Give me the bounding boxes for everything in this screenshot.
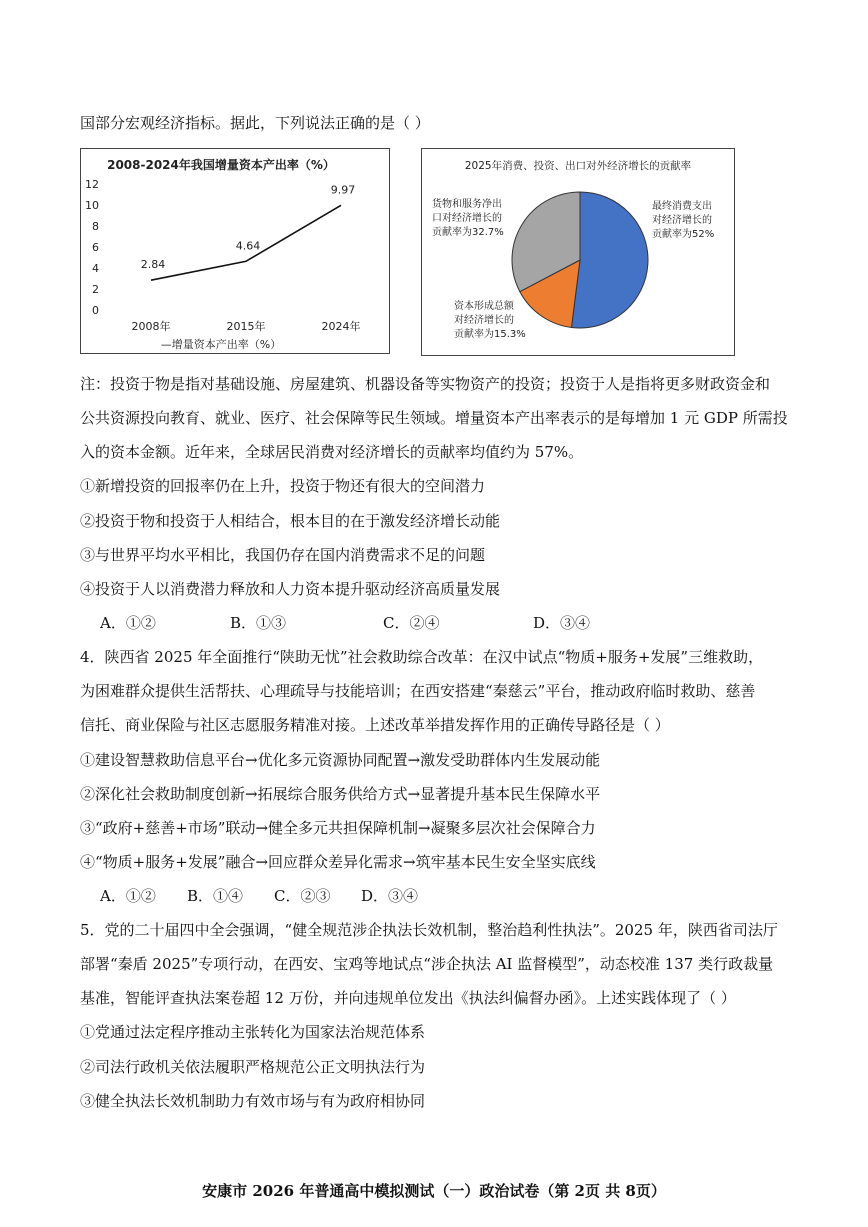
line-chart	[80, 148, 390, 354]
question-intro-line: 国部分宏观经济指标。据此，下列说法正确的是（ ）	[80, 114, 430, 132]
q4-option-b[interactable]: B．①④	[187, 887, 244, 905]
note-line-3: 入的资本金额。近年来，全球居民消费对经济增长的贡献率均值约为 57%。	[80, 443, 584, 461]
y-tick-label: 2	[92, 283, 99, 296]
y-tick-label: 0	[92, 304, 99, 317]
q5-stem-line-3: 基准，智能评查执法案卷超 12 万份，并向违规单位发出《执法纠偏督办函》。上述实践体现了（ ）	[80, 989, 736, 1007]
q4-stem-line-2: 为困难群众提供生活帮扶、心理疏导与技能培训；在西安搭建“秦慈云”平台，推动政府临时救助、慈善	[80, 682, 756, 700]
q3-option-b[interactable]: B．①③	[230, 614, 287, 632]
q4-option-c[interactable]: C．②③	[274, 887, 331, 905]
line-chart-title: 2008-2024年我国增量资本产出率（%）	[107, 158, 335, 172]
x-tick-label: 2015年	[226, 320, 266, 333]
q5-stem-line-2: 部署“秦盾 2025”专项行动，在西安、宝鸡等地试点“涉企执法 AI 监督模型”，动态校准 137 类行政裁量	[80, 955, 774, 973]
pie-slice-label: 对经济增长的	[454, 315, 514, 326]
y-tick-label: 8	[92, 220, 99, 233]
line-chart-legend: —增量资本产出率（%）	[160, 338, 282, 351]
pie-chart-svg	[422, 149, 734, 355]
q3-statement-2: ②投资于物和投资于人相结合，根本目的在于激发经济增长动能	[80, 512, 501, 530]
y-tick-label: 6	[92, 241, 99, 254]
q4-option-d[interactable]: D．③④	[361, 887, 419, 905]
x-tick-label: 2024年	[321, 320, 361, 333]
note-line-2: 公共资源投向教育、就业、医疗、社会保障等民生领域。增量资本产出率表示的是每增加 1 元 GDP 所需投	[80, 409, 788, 427]
q3-option-d[interactable]: D．③④	[533, 614, 591, 632]
pie-slice-label: 贡献率为52%	[652, 229, 715, 240]
q4-statement-2: ②深化社会救助制度创新→拓展综合服务供给方式→显著提升基本民生保障水平	[80, 785, 601, 803]
q3-option-a[interactable]: A．①②	[100, 614, 156, 632]
x-tick-label: 2008年	[131, 320, 171, 333]
q4-stem-line-3: 信托、商业保险与社区志愿服务精准对接。上述改革举措发挥作用的正确传导路径是（ ）	[80, 716, 670, 734]
q4-statement-1: ①建设智慧救助信息平台→优化多元资源协同配置→激发受助群体内生发展动能	[80, 751, 601, 769]
data-label: 2.84	[140, 258, 166, 272]
q4-option-a[interactable]: A．①②	[100, 887, 156, 905]
q3-option-c[interactable]: C．②④	[383, 614, 440, 632]
pie-slice-label: 对经济增长的	[652, 215, 712, 226]
pie-slice-label: 最终消费支出	[652, 201, 712, 212]
data-label: 4.64	[235, 239, 261, 253]
line-chart-svg	[81, 149, 389, 353]
note-line-1: 注：投资于物是指对基础设施、房屋建筑、机器设备等实物资产的投资；投资于人是指将更多财政资金和	[80, 375, 771, 393]
q4-statement-4: ④“物质+服务+发展”融合→回应群众差异化需求→筑牢基本民生安全坚实底线	[80, 853, 596, 871]
y-tick-label: 10	[85, 199, 99, 212]
q3-statement-1: ①新增投资的回报率仍在上升，投资于物还有很大的空间潜力	[80, 477, 486, 495]
q3-statement-4: ④投资于人以消费潜力释放和人力资本提升驱动经济高质量发展	[80, 580, 501, 598]
q5-statement-2: ②司法行政机关依法履职严格规范公正文明执法行为	[80, 1058, 426, 1076]
q5-stem-line-1: 5．党的二十届四中全会强调，“健全规范涉企执法长效机制，整治趋利性执法”。2025 年，陕西省司法厅	[80, 921, 778, 939]
pie-slice-label: 口对经济增长的	[432, 213, 502, 224]
q4-statement-3: ③“政府+慈善+市场”联动→健全多元共担保障机制→凝聚多层次社会保障合力	[80, 819, 596, 837]
pie-slice-label: 货物和服务净出	[432, 199, 502, 210]
q4-stem-line-1: 4．陕西省 2025 年全面推行“陕助无忧”社会救助综合改革：在汉中试点“物质+服务+发展”三维救助，	[80, 648, 764, 666]
y-tick-label: 12	[85, 178, 99, 191]
q5-statement-3: ③健全执法长效机制助力有效市场与有为政府相协同	[80, 1092, 426, 1110]
pie-slice-label: 资本形成总额	[454, 301, 514, 312]
pie-slice	[571, 192, 648, 328]
q3-statement-3: ③与世界平均水平相比，我国仍存在国内消费需求不足的问题	[80, 546, 486, 564]
pie-slice-label: 贡献率为32.7%	[432, 227, 504, 238]
q5-statement-1: ①党通过法定程序推动主张转化为国家法治规范体系	[80, 1023, 426, 1041]
pie-slice-label: 贡献率为15.3%	[454, 329, 526, 340]
pie-chart-title: 2025年消费、投资、出口对外经济增长的贡献率	[464, 160, 692, 172]
page-footer: 安康市 2026 年普通高中模拟测试（一）政治试卷（第 2页 共 8页）	[202, 1182, 666, 1200]
y-tick-label: 4	[92, 262, 99, 275]
pie-chart	[421, 148, 735, 356]
data-label: 9.97	[330, 183, 356, 197]
